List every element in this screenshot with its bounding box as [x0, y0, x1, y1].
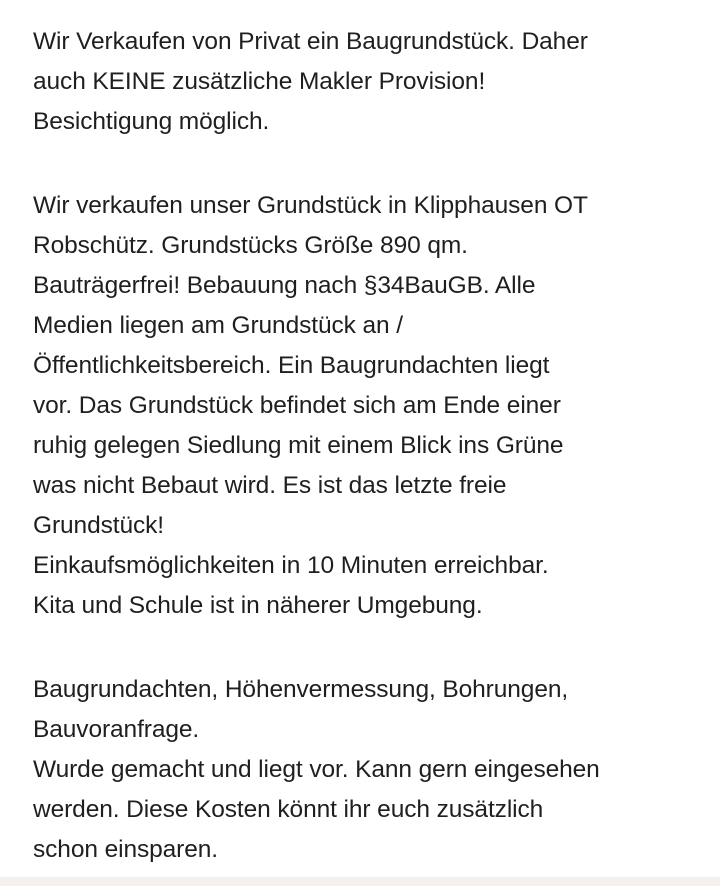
description-paragraph-3: [33, 670, 703, 870]
listing-description: [33, 22, 703, 870]
description-line: Baugrundachten, Höhenvermessung, Bohrungen,: [33, 676, 569, 703]
description-line: Bauträgerfrei! Bebauung nach §34BauGB. Alle: [33, 272, 536, 299]
description-line: auch KEINE zusätzliche Makler Provision!: [33, 68, 486, 95]
description-line: werden. Diese Kosten könnt ihr euch zusätzlich: [33, 796, 544, 823]
description-line: Medien liegen am Grundstück an /: [33, 312, 403, 339]
description-line: Besichtigung möglich.: [33, 108, 270, 135]
description-line: Wir verkaufen unser Grundstück in Klipphausen OT: [33, 192, 588, 219]
bottom-divider-strip: [0, 877, 720, 886]
description-line: vor. Das Grundstück befindet sich am Ende einer: [33, 392, 561, 419]
paragraph-spacer: [33, 626, 703, 670]
description-line: was nicht Bebaut wird. Es ist das letzte freie: [33, 472, 507, 499]
description-line: ruhig gelegen Siedlung mit einem Blick ins Grüne: [33, 432, 564, 459]
description-line: Bauvoranfrage.: [33, 716, 200, 743]
description-line: Wir Verkaufen von Privat ein Baugrundstück. Daher: [33, 28, 588, 55]
description-line: Robschütz. Grundstücks Größe 890 qm.: [33, 232, 468, 259]
description-paragraph-2: [33, 186, 703, 626]
paragraph-spacer: [33, 142, 703, 186]
description-paragraph-1: [33, 22, 703, 142]
description-line: Wurde gemacht und liegt vor. Kann gern eingesehen: [33, 756, 600, 783]
description-line: Einkaufsmöglichkeiten in 10 Minuten erreichbar.: [33, 552, 549, 579]
description-line: schon einsparen.: [33, 836, 218, 863]
description-line: Öffentlichkeitsbereich. Ein Baugrundachten liegt: [33, 352, 550, 379]
description-line: Grundstück!: [33, 512, 164, 539]
description-line: Kita und Schule ist in näherer Umgebung.: [33, 592, 483, 619]
